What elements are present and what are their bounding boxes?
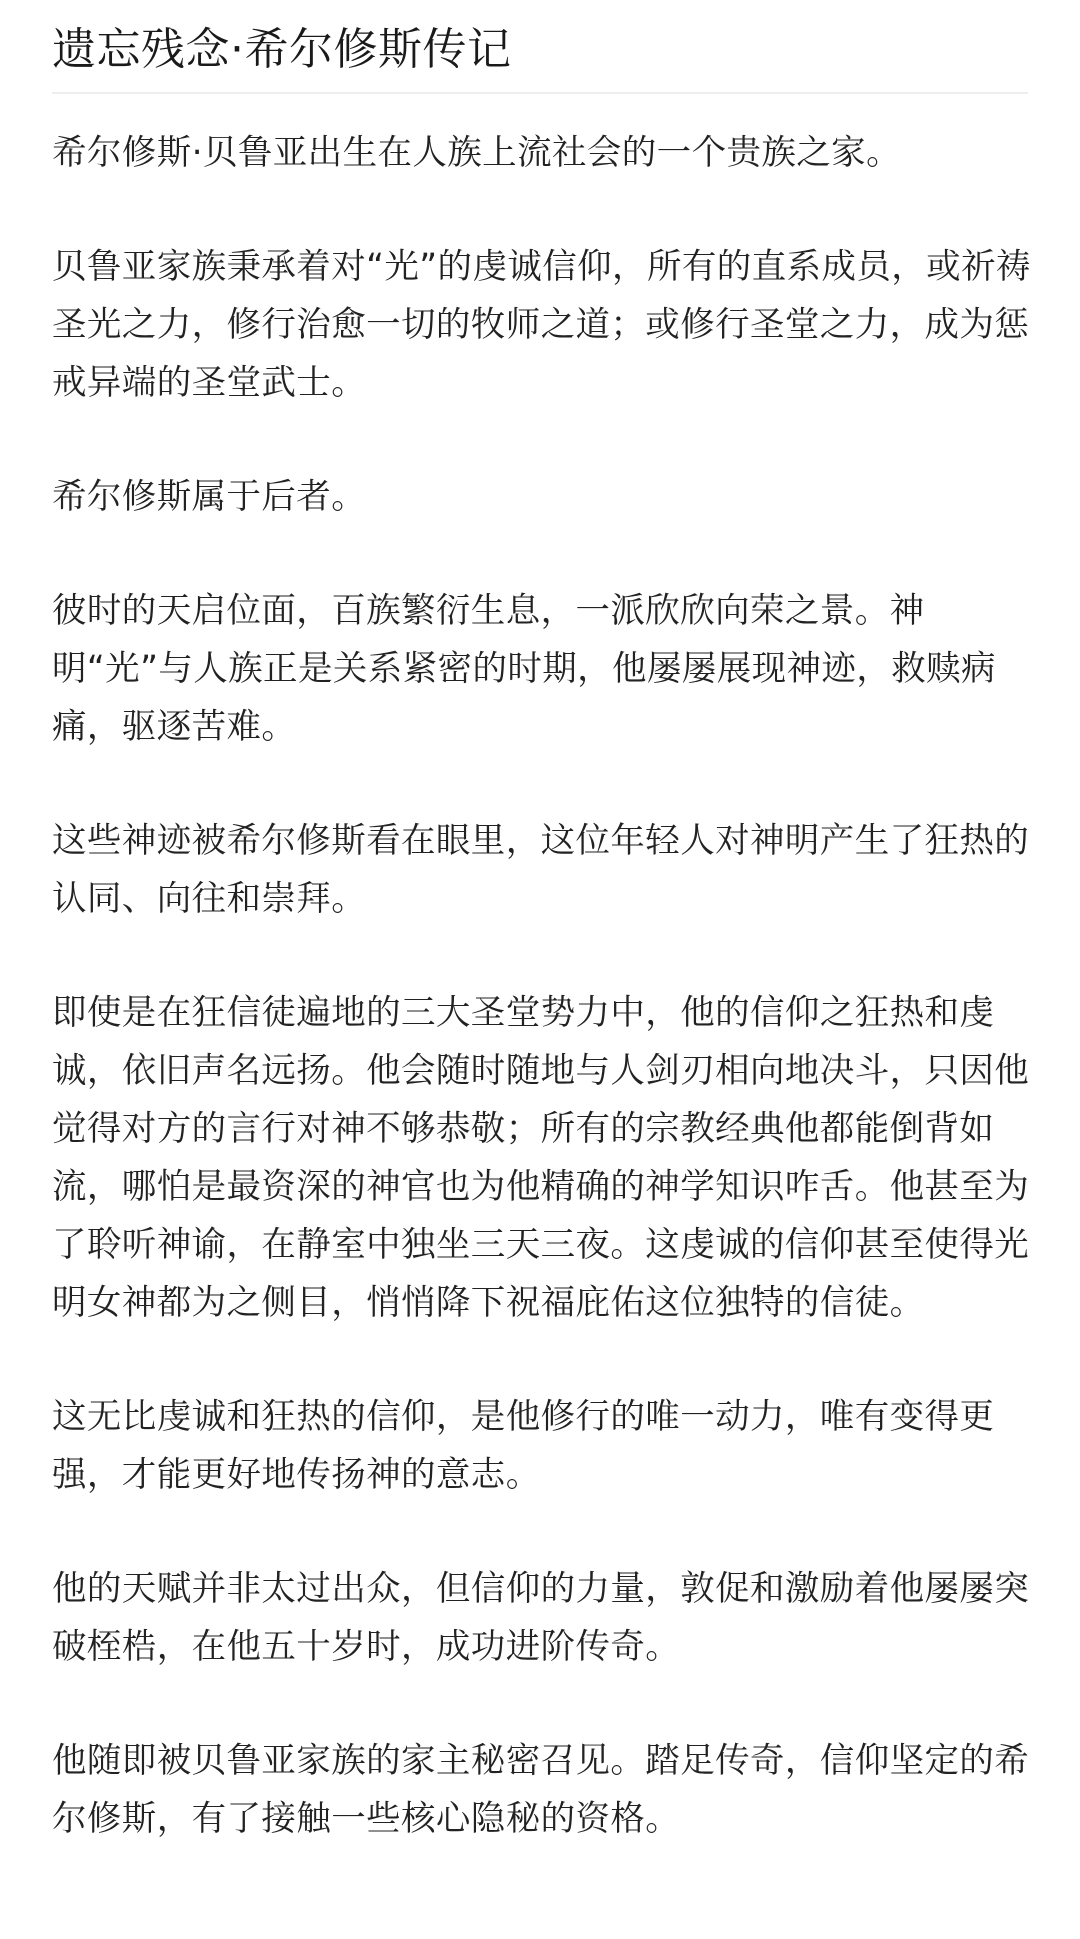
paragraph-fanaticism: 即使是在狂信徒遍地的三大圣堂势力中，他的信仰之狂热和虔诚，依旧声名远扬。他会随时随地与人剑刃相向地决斗，只因他觉得对方的言行对神不够恭敬；所有的宗教经典他都能倒背如流，哪怕是最资深的神官也为他精确的神学知识咋舌。他甚至为了聆听神谕，在静室中独坐三天三夜。这虔诚的信仰甚至使得光明女神都为之侧目，悄悄降下祝福庇佑这位独特的信徒。 [52, 993, 1030, 1323]
title-divider [52, 92, 1028, 94]
paragraph-family-faith: 贝鲁亚家族秉承着对“光”的虔诚信仰，所有的直系成员，或祈祷圣光之力，修行治愈一切的牧师之道；或修行圣堂之力，成为惩戒异端的圣堂武士。 [52, 247, 1031, 403]
paragraph-legend: 他的天赋并非太过出众，但信仰的力量，敦促和激励着他屡屡突破桎梏，在他五十岁时，成功进阶传奇。 [52, 1569, 1030, 1667]
article-title: 遗忘残念·希尔修斯传记 [52, 24, 512, 75]
paragraph-summoned: 他随即被贝鲁亚家族的家主秘密召见。踏足传奇，信仰坚定的希尔修斯，有了接触一些核心隐秘的资格。 [52, 1741, 1030, 1839]
paragraph-birth: 希尔修斯·贝鲁亚出生在人族上流社会的一个贵族之家。 [52, 133, 901, 173]
paragraph-motivation: 这无比虔诚和狂热的信仰，是他修行的唯一动力，唯有变得更强，才能更好地传扬神的意志。 [52, 1397, 995, 1495]
paragraph-devotion-origin: 这些神迹被希尔修斯看在眼里，这位年轻人对神明产生了狂热的认同、向往和崇拜。 [52, 821, 1030, 919]
paragraph-era: 彼时的天启位面，百族繁衍生息，一派欣欣向荣之景。神明“光”与人族正是关系紧密的时期，他屡屡展现神迹，救赎病痛，驱逐苦难。 [52, 591, 996, 747]
article-body [52, 124, 1032, 1848]
paragraph-path-choice: 希尔修斯属于后者。 [52, 477, 367, 517]
